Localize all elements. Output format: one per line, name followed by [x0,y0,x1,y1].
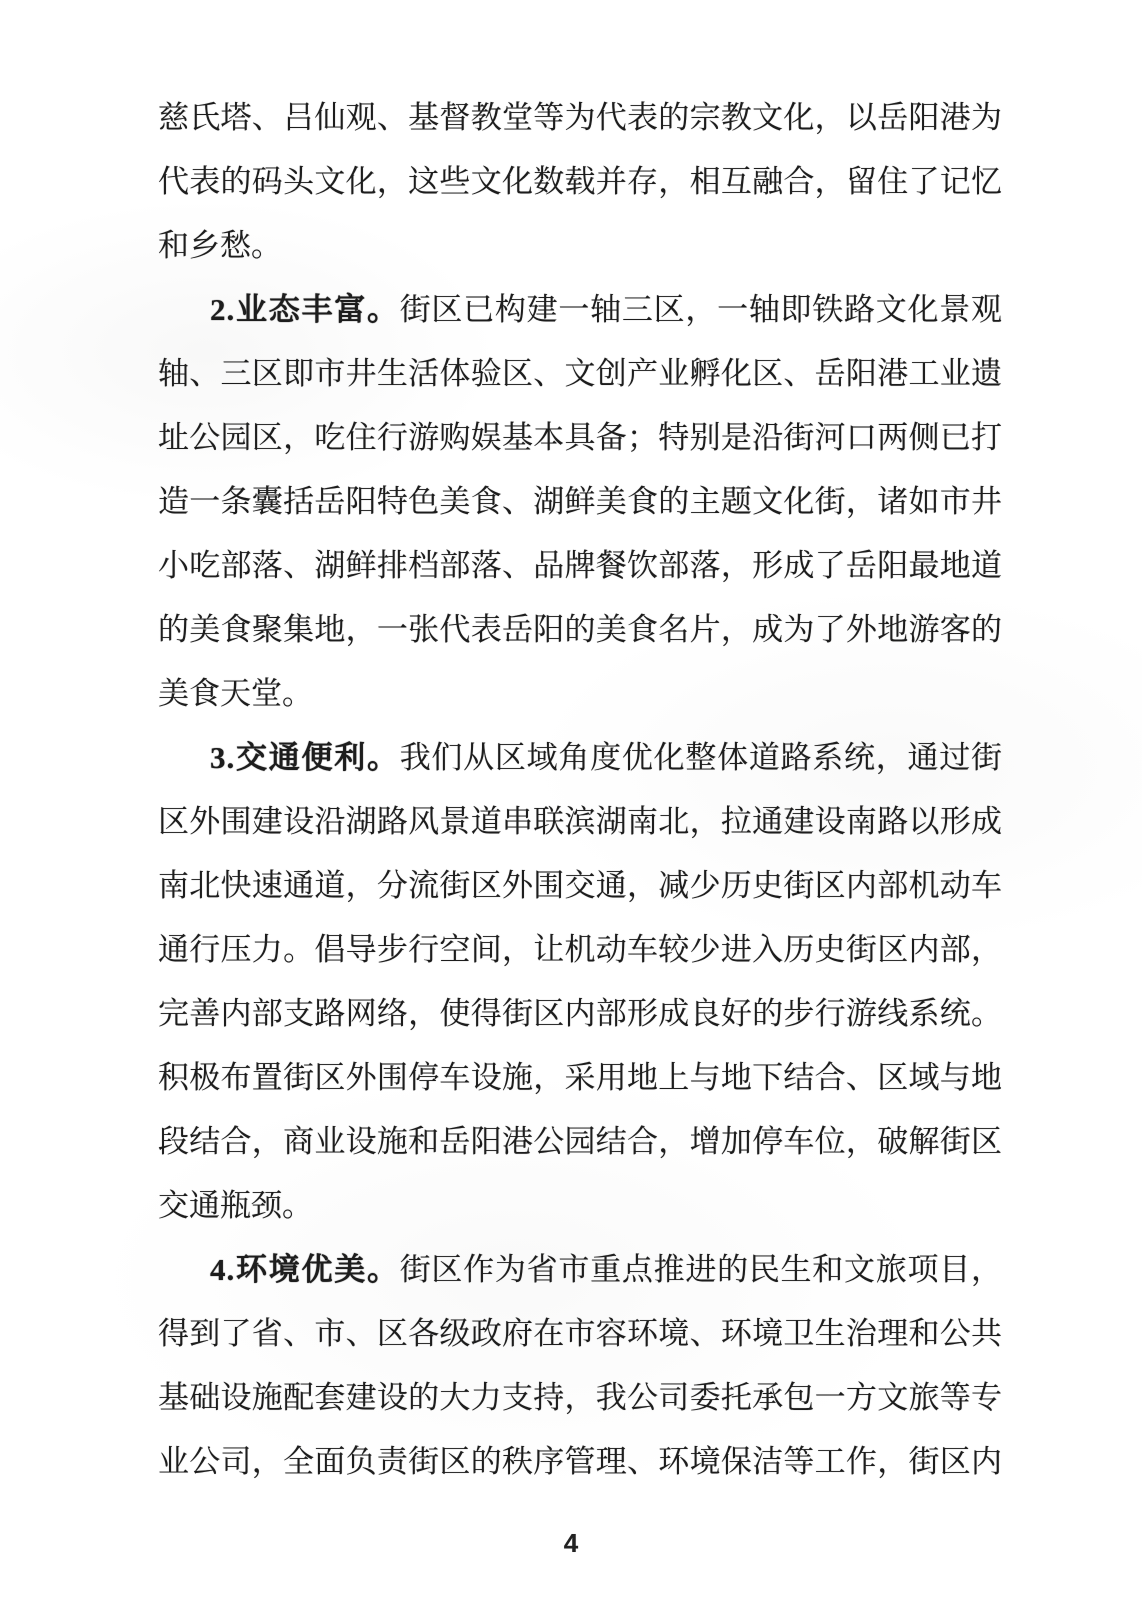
text-line: 轴、三区即市井生活体验区、文创产业孵化区、岳阳港工业遗 [158,356,1002,391]
paragraph-heading: 4.环境优美。 [210,1252,400,1287]
document-body [158,86,1002,1494]
text-line: 南北快速通道，分流街区外围交通，减少历史街区内部机动车 [158,868,1002,903]
text-line: 业公司，全面负责街区的秩序管理、环境保洁等工作，街区内 [158,1444,1002,1479]
page-footer [0,1528,1142,1559]
text-line: 基础设施配套建设的大力支持，我公司委托承包一方文旅等专 [158,1380,1002,1415]
paragraph-heading: 2.业态丰富。 [210,292,400,327]
text-line: 段结合，商业设施和岳阳港公园结合，增加停车位，破解街区 [158,1124,1002,1159]
text-line: 和乡愁。 [158,228,282,263]
text-line: 慈氏塔、吕仙观、基督教堂等为代表的宗教文化，以岳阳港为 [158,100,1002,135]
page-number: 4 [563,1528,579,1558]
text-line: 区外围建设沿湖路风景道串联滨湖南北，拉通建设南路以形成 [158,804,1002,839]
text-line: 小吃部落、湖鲜排档部落、品牌餐饮部落，形成了岳阳最地道 [158,548,1002,583]
text-line: 完善内部支路网络，使得街区内部形成良好的步行游线系统。 [158,996,1002,1031]
text-line: 得到了省、市、区各级政府在市容环境、环境卫生治理和公共 [158,1316,1002,1351]
text-line: 代表的码头文化，这些文化数载并存，相互融合，留住了记忆 [158,164,1002,199]
paragraph-text: 街区作为省市重点推进的民生和文旅项目， [399,1252,1002,1287]
text-line: 通行压力。倡导步行空间，让机动车较少进入历史街区内部， [158,932,1002,967]
text-line [158,726,1002,790]
paragraph-heading: 3.交通便利。 [210,740,400,775]
text-line: 址公园区，吃住行游购娱基本具备；特别是沿街河口两侧已打 [158,420,1002,455]
text-line [158,278,1002,342]
paragraph-text: 街区已构建一轴三区，一轴即铁路文化景观 [399,292,1002,327]
text-line [158,1238,1002,1302]
text-line: 美食天堂。 [158,676,313,711]
text-line: 交通瓶颈。 [158,1188,313,1223]
text-line: 积极布置街区外围停车设施，采用地上与地下结合、区域与地 [158,1060,1002,1095]
text-line: 的美食聚集地，一张代表岳阳的美食名片，成为了外地游客的 [158,612,1002,647]
text-line: 造一条囊括岳阳特色美食、湖鲜美食的主题文化街，诸如市井 [158,484,1002,519]
paragraph-text: 我们从区域角度优化整体道路系统，通过街 [399,740,1002,775]
